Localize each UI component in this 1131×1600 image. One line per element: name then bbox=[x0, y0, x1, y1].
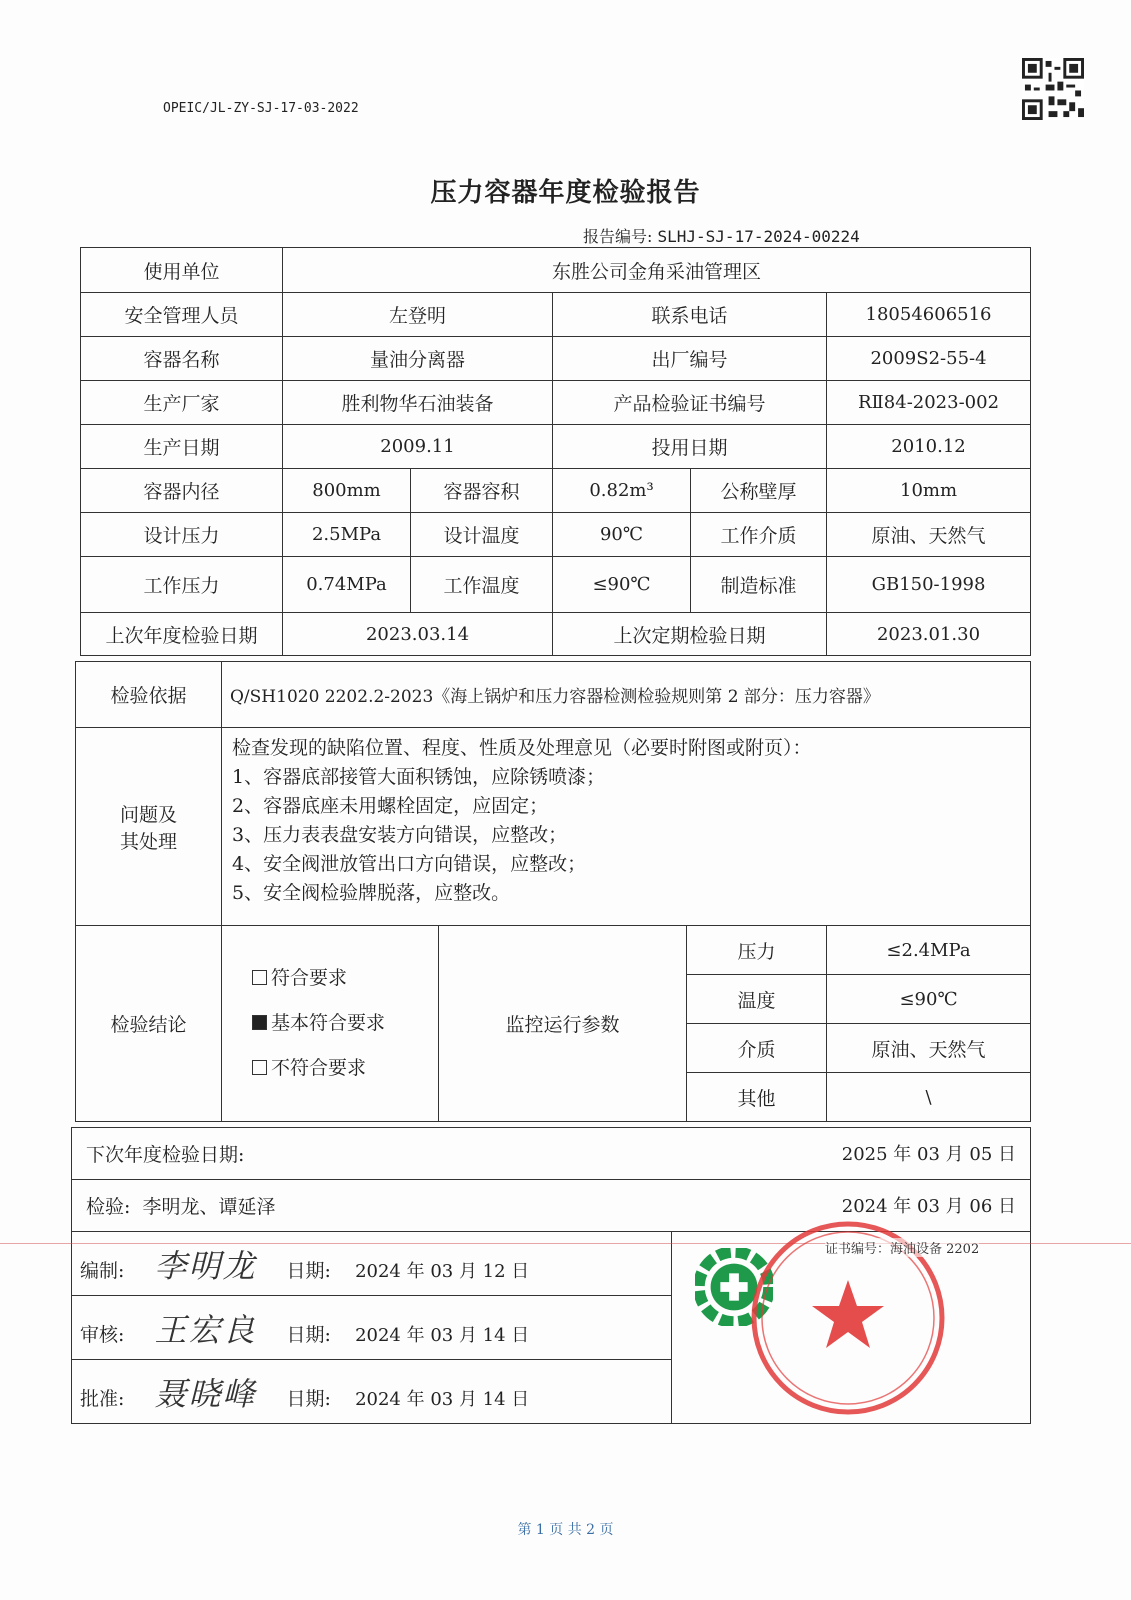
cert-no-value: RⅡ84-2023-002 bbox=[827, 381, 1031, 425]
user-unit-value: 东胜公司金角采油管理区 bbox=[283, 248, 1031, 293]
checkbox-icon bbox=[252, 970, 267, 985]
manufacturer-value: 胜利物华石油装备 bbox=[283, 381, 553, 425]
checkbox-icon bbox=[252, 1060, 267, 1075]
issues-list bbox=[222, 728, 1031, 926]
signature-image: 李明龙 bbox=[154, 1246, 257, 1285]
issues-label bbox=[76, 728, 222, 926]
work-pressure-value: 0.74MPa bbox=[283, 557, 411, 613]
phone-value: 18054606516 bbox=[827, 293, 1031, 337]
signoff-role: 审核: bbox=[80, 1323, 125, 1346]
signoff-role: 批准: bbox=[80, 1387, 125, 1410]
inspectors-names: 李明龙、谭延泽 bbox=[142, 1196, 276, 1218]
issue-line: 检查发现的缺陷位置、程度、性质及处理意见（必要时附图或附页）： bbox=[232, 737, 812, 759]
signature-image: 王宏良 bbox=[154, 1310, 257, 1349]
inner-dia-label: 容器内径 bbox=[81, 469, 283, 513]
last-periodic-value: 2023.01.30 bbox=[827, 613, 1031, 656]
design-pressure-value: 2.5MPa bbox=[283, 513, 411, 557]
param-name: 介质 bbox=[687, 1024, 827, 1073]
conclusion-option bbox=[252, 1046, 434, 1091]
standard-value: GB150-1998 bbox=[827, 557, 1031, 613]
cert-no-label: 产品检验证书编号 bbox=[553, 381, 827, 425]
issue-line: 2、容器底座未用螺栓固定，应固定； bbox=[232, 795, 549, 817]
user-unit-label: 使用单位 bbox=[81, 248, 283, 293]
issue-line: 5、安全阀检验牌脱落，应整改。 bbox=[232, 882, 511, 904]
phone-label: 联系电话 bbox=[553, 293, 827, 337]
factory-no-value: 2009S2-55-4 bbox=[827, 337, 1031, 381]
issue-line: 1、容器底部接管大面积锈蚀，应除锈喷漆； bbox=[232, 766, 606, 788]
basic-info-table bbox=[80, 247, 1031, 656]
safety-mgr-label: 安全管理人员 bbox=[81, 293, 283, 337]
design-temp-label: 设计温度 bbox=[411, 513, 553, 557]
issue-line: 3、压力表表盘安装方向错误，应整改； bbox=[232, 824, 568, 846]
monitor-label: 监控运行参数 bbox=[439, 926, 687, 1122]
issue-line: 4、安全阀泄放管出口方向错误，应整改； bbox=[232, 853, 587, 875]
signoff-date-label: 日期: bbox=[286, 1387, 331, 1410]
conclusion-option bbox=[252, 956, 434, 1001]
next-date-value: 2025 年 03 月 05 日 bbox=[841, 1144, 1017, 1165]
basis-label: 检验依据 bbox=[76, 662, 222, 728]
work-temp-value: ≤90℃ bbox=[553, 557, 691, 613]
volume-value: 0.82m³ bbox=[553, 469, 691, 513]
param-value: ≤2.4MPa bbox=[827, 926, 1031, 975]
design-pressure-label: 设计压力 bbox=[81, 513, 283, 557]
medium-label: 工作介质 bbox=[691, 513, 827, 557]
last-annual-value: 2023.03.14 bbox=[283, 613, 553, 656]
report-number bbox=[583, 224, 860, 247]
vessel-name-value: 量油分离器 bbox=[283, 337, 553, 381]
wall-label: 公称壁厚 bbox=[691, 469, 827, 513]
safety-mgr-value: 左登明 bbox=[283, 293, 553, 337]
next-date-label: 下次年度检验日期: bbox=[86, 1144, 245, 1166]
basis-value: Q/SH1020 2202.2-2023《海上锅炉和压力容器检测检验规则第 2 部分：压力容器》 bbox=[222, 662, 1031, 728]
standard-label: 制造标准 bbox=[691, 557, 827, 613]
use-date-value: 2010.12 bbox=[827, 425, 1031, 469]
last-annual-label: 上次年度检验日期 bbox=[81, 613, 283, 656]
wall-value: 10mm bbox=[827, 469, 1031, 513]
inner-dia-value: 800mm bbox=[283, 469, 411, 513]
param-value: \ bbox=[827, 1073, 1031, 1122]
signoff-date: 2024 年 03 月 14 日 bbox=[355, 1324, 530, 1346]
issues-label-line1: 问题及 bbox=[119, 803, 177, 826]
last-periodic-label: 上次定期检验日期 bbox=[553, 613, 827, 656]
work-pressure-label: 工作压力 bbox=[81, 557, 283, 613]
conclusion-label: 检验结论 bbox=[76, 926, 222, 1122]
param-name: 温度 bbox=[687, 975, 827, 1024]
manufacturer-label: 生产厂家 bbox=[81, 381, 283, 425]
signoff-row bbox=[72, 1360, 672, 1424]
inspectors-label: 检验: bbox=[86, 1196, 131, 1218]
work-temp-label: 工作温度 bbox=[411, 557, 553, 613]
prod-date-label: 生产日期 bbox=[81, 425, 283, 469]
param-value: ≤90℃ bbox=[827, 975, 1031, 1024]
report-number-value: SLHJ-SJ-17-2024-00224 bbox=[657, 227, 860, 246]
volume-label: 容器容积 bbox=[411, 469, 553, 513]
conclusion-options bbox=[222, 926, 439, 1122]
inspection-table bbox=[75, 661, 1031, 1122]
page-footer: 第 1 页 共 2 页 bbox=[517, 1522, 614, 1538]
report-number-label: 报告编号: bbox=[583, 227, 653, 246]
medium-value: 原油、天然气 bbox=[827, 513, 1031, 557]
prod-date-value: 2009.11 bbox=[283, 425, 553, 469]
signoff-date: 2024 年 03 月 14 日 bbox=[355, 1388, 530, 1410]
signoff-date: 2024 年 03 月 12 日 bbox=[355, 1260, 530, 1282]
vessel-name-label: 容器名称 bbox=[81, 337, 283, 381]
inspection-date: 2024 年 03 月 06 日 bbox=[841, 1196, 1017, 1217]
signoff-row bbox=[72, 1232, 672, 1296]
design-temp-value: 90℃ bbox=[553, 513, 691, 557]
conclusion-option-text: 基本符合要求 bbox=[271, 1012, 386, 1034]
use-date-label: 投用日期 bbox=[553, 425, 827, 469]
signature-image: 聂晓峰 bbox=[154, 1374, 257, 1413]
document-code: OPEIC/JL-ZY-SJ-17-03-2022 bbox=[163, 101, 359, 116]
param-value: 原油、天然气 bbox=[827, 1024, 1031, 1073]
param-name: 压力 bbox=[687, 926, 827, 975]
seal-certificate-number: 证书编号：海油设备 2202 bbox=[825, 1238, 979, 1257]
factory-no-label: 出厂编号 bbox=[553, 337, 827, 381]
signoff-row bbox=[72, 1296, 672, 1360]
conclusion-option-text: 不符合要求 bbox=[271, 1057, 367, 1079]
conclusion-option-text: 符合要求 bbox=[271, 967, 348, 989]
signoff-date-label: 日期: bbox=[286, 1323, 331, 1346]
qr-code-icon bbox=[1022, 58, 1084, 120]
param-name: 其他 bbox=[687, 1073, 827, 1122]
checkbox-checked-icon bbox=[252, 1015, 267, 1030]
signoff-role: 编制: bbox=[80, 1259, 125, 1282]
issues-label-line2: 其处理 bbox=[119, 830, 177, 853]
signoff-date-label: 日期: bbox=[286, 1259, 331, 1282]
conclusion-option bbox=[252, 1001, 434, 1046]
report-title: 压力容器年度检验报告 bbox=[430, 178, 701, 208]
